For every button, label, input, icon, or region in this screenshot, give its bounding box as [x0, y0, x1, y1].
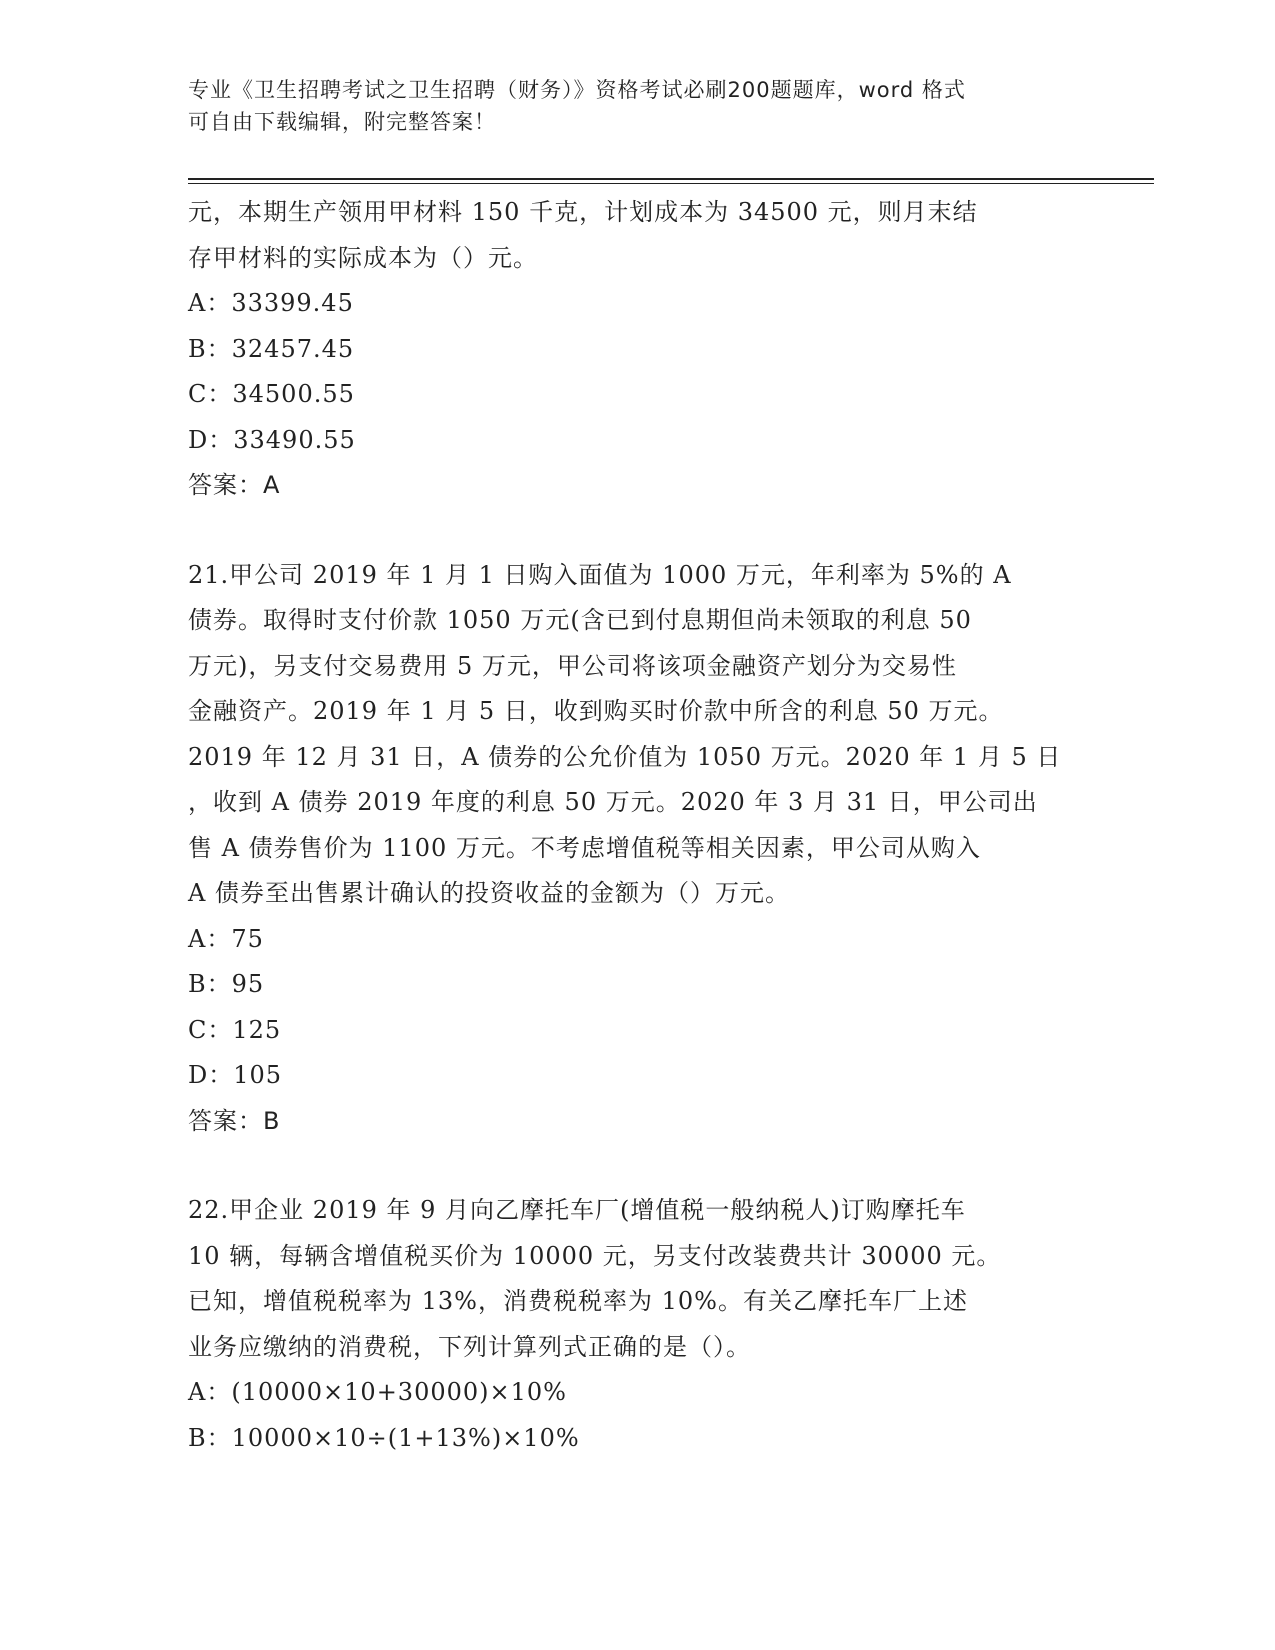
- question-text-line: 金融资产。2019 年 1 月 5 日，收到购买时价款中所含的利息 50 万元。: [188, 697, 1004, 725]
- answer-label: 答案：B: [188, 1106, 281, 1135]
- question-text-line: 元，本期生产领用甲材料 150 千克，计划成本为 34500 元，则月末结: [188, 198, 978, 226]
- document-header: [188, 74, 1068, 138]
- header-title-line-2: 可自由下载编辑，附完整答案！: [188, 110, 496, 134]
- question-text-line: 万元)，另支付交易费用 5 万元，甲公司将该项金融资产划分为交易性: [188, 651, 957, 680]
- header-divider-thin: [188, 183, 1154, 184]
- question-text-line: 业务应缴纳的消费税，下列计算列式正确的是（）。: [188, 1332, 751, 1361]
- question-text-line: 已知，增值税税率为 13%，消费税税率为 10%。有关乙摩托车厂上述: [188, 1287, 968, 1315]
- header-title-line-1: 专业《卫生招聘考试之卫生招聘（财务）》资格考试必刷200题题库，word 格式: [188, 78, 966, 102]
- spacer: [188, 1144, 1088, 1188]
- question-text-line: 10 辆，每辆含增值税买价为 10000 元，另支付改装费共计 30000 元。: [188, 1241, 1002, 1270]
- question-text-line: 存甲材料的实际成本为（）元。: [188, 243, 538, 272]
- document-body: [188, 190, 1088, 1461]
- option-b: B：32457.45: [188, 334, 355, 363]
- question-text-line: A 债券至出售累计确认的投资收益的金额为（）万元。: [188, 879, 790, 907]
- option-c: C：34500.55: [188, 380, 355, 408]
- question-text-line: 售 A 债券售价为 1100 万元。不考虑增值税等相关因素，甲公司从购入: [188, 833, 981, 862]
- header-divider-thick: [188, 178, 1154, 180]
- question-text-line: 22.甲企业 2019 年 9 月向乙摩托车厂(增值税一般纳税人)订购摩托车: [188, 1196, 966, 1224]
- question-text-line: ，收到 A 债券 2019 年度的利息 50 万元。2020 年 3 月 31 日，甲公司出: [188, 788, 1038, 816]
- question-22: [188, 1188, 1088, 1461]
- option-a: A：(10000×10+30000)×10%: [188, 1378, 567, 1406]
- question-20: [188, 190, 1088, 509]
- option-b: B：10000×10÷(1+13%)×10%: [188, 1423, 580, 1452]
- option-a: A：75: [188, 924, 264, 953]
- option-c: C：125: [188, 1015, 282, 1044]
- answer-label: 答案：A: [188, 471, 281, 499]
- question-text-line: 21.甲公司 2019 年 1 月 1 日购入面值为 1000 万元，年利率为 5%的 A: [188, 560, 1012, 589]
- question-text-line: 债券。取得时支付价款 1050 万元(含已到付息期但尚未领取的利息 50: [188, 606, 972, 634]
- spacer: [188, 509, 1088, 553]
- question-text-line: 2019 年 12 月 31 日，A 债券的公允价值为 1050 万元。2020 年 1 月 5 日: [188, 742, 1062, 771]
- option-d: D：105: [188, 1061, 283, 1089]
- option-b: B：95: [188, 970, 265, 998]
- option-a: A：33399.45: [188, 289, 354, 317]
- option-d: D：33490.55: [188, 425, 356, 454]
- question-21: [188, 553, 1088, 1145]
